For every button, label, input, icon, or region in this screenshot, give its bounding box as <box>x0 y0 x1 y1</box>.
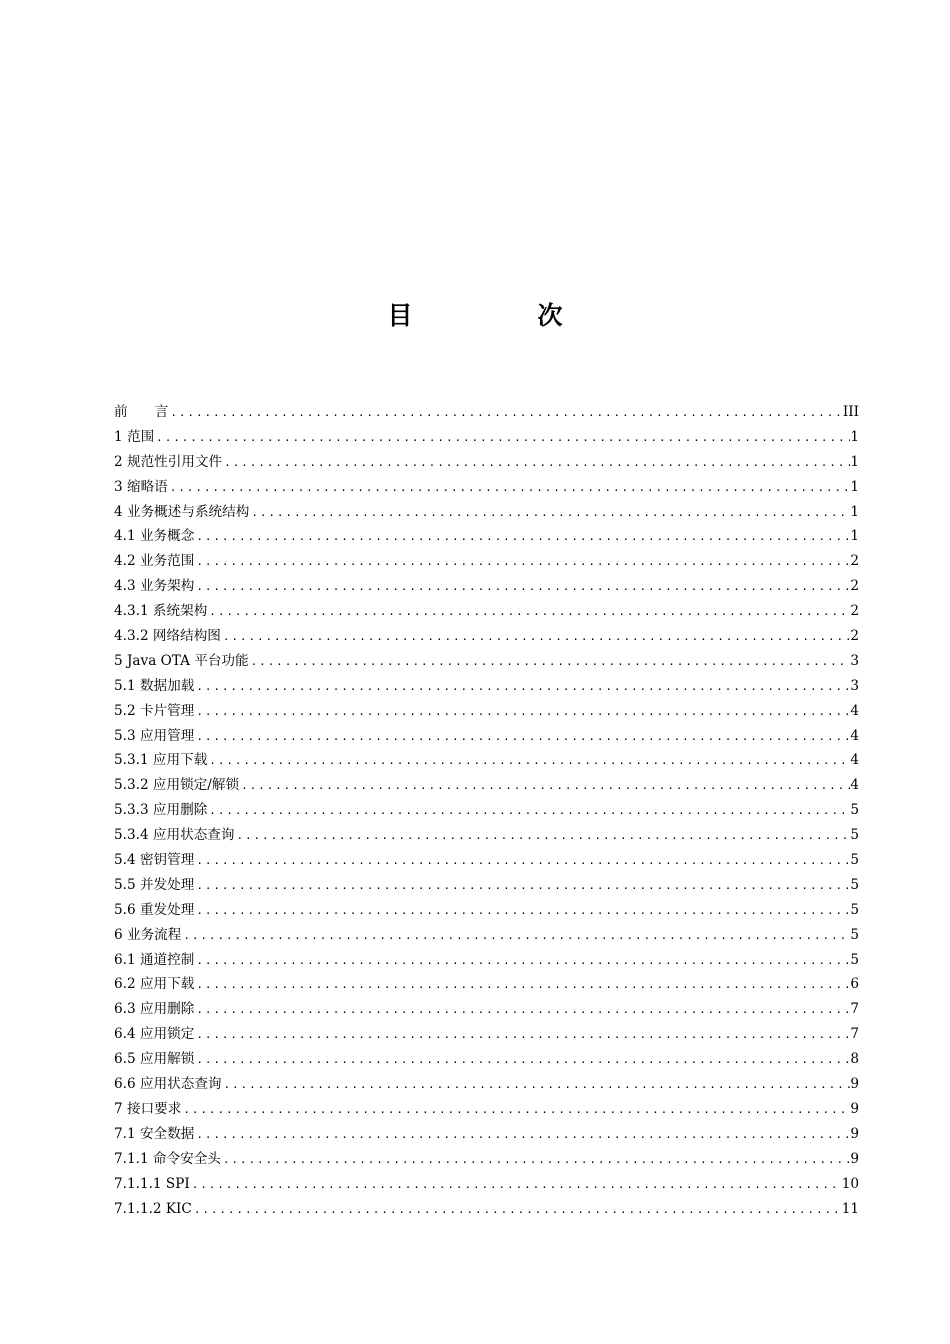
toc-entry[interactable] <box>114 1122 859 1147</box>
toc-entry[interactable] <box>114 948 859 973</box>
toc-entry-label: 4.1 业务概念 <box>114 528 195 545</box>
toc-entry-page-number: 5 <box>850 951 859 968</box>
toc-dot-leader <box>194 973 850 997</box>
toc-entry-label: 4.3.2 网络结构图 <box>114 628 221 645</box>
toc-entry-label: 6.5 应用解锁 <box>114 1051 195 1068</box>
toc-dot-leader <box>234 824 850 848</box>
toc-entry[interactable] <box>114 798 859 823</box>
toc-entry-label: 7.1 安全数据 <box>114 1125 195 1142</box>
toc-dot-leader <box>194 949 850 973</box>
toc-entry[interactable] <box>114 1147 859 1172</box>
toc-entry[interactable] <box>114 773 859 798</box>
toc-entry[interactable] <box>114 724 859 749</box>
toc-dot-leader <box>181 924 850 948</box>
toc-entry-label: 7.1.1 命令安全头 <box>114 1150 221 1167</box>
toc-entry-page-number: 7 <box>850 1026 859 1043</box>
toc-dot-leader <box>222 451 850 475</box>
toc-entry[interactable] <box>114 898 859 923</box>
toc-dot-leader <box>239 774 850 798</box>
toc-entry[interactable] <box>114 624 859 649</box>
toc-entry-label: 5.3.2 应用锁定/解锁 <box>114 777 240 794</box>
toc-entry-label: 7.1.1.1 SPI <box>114 1175 190 1192</box>
toc-list <box>114 400 859 1221</box>
toc-dot-leader <box>194 1048 850 1072</box>
toc-dot-leader <box>154 426 850 450</box>
toc-entry[interactable] <box>114 549 859 574</box>
toc-entry-page-number: 3 <box>850 677 859 694</box>
toc-entry-label: 5.1 数据加载 <box>114 677 195 694</box>
toc-entry[interactable] <box>114 873 859 898</box>
toc-entry-label: 4.3 业务架构 <box>114 578 195 595</box>
toc-dot-leader <box>194 998 850 1022</box>
toc-entry-label: 4.3.1 系统架构 <box>114 603 208 620</box>
toc-entry[interactable] <box>114 400 859 425</box>
toc-dot-leader <box>249 501 850 525</box>
toc-entry-label: 1 范围 <box>114 428 155 445</box>
toc-entry-label: 3 缩略语 <box>114 478 168 495</box>
toc-dot-leader <box>192 1198 842 1222</box>
toc-dot-leader <box>222 1073 851 1097</box>
toc-dot-leader <box>181 1098 850 1122</box>
toc-entry-page-number: 4 <box>850 727 859 744</box>
toc-entry[interactable] <box>114 1022 859 1047</box>
toc-entry[interactable] <box>114 997 859 1022</box>
toc-entry-label: 4.2 业务范围 <box>114 553 195 570</box>
toc-entry-page-number: 8 <box>850 1051 859 1068</box>
toc-entry-page-number: 9 <box>850 1150 859 1167</box>
toc-dot-leader <box>221 1148 850 1172</box>
toc-entry-label: 5.2 卡片管理 <box>114 702 195 719</box>
toc-entry-page-number: 7 <box>850 1001 859 1018</box>
toc-entry-label: 前 言 <box>114 404 169 420</box>
toc-entry-page-number: 1 <box>850 478 859 495</box>
toc-dot-leader <box>194 525 850 549</box>
toc-entry-label: 6.1 通道控制 <box>114 951 195 968</box>
toc-entry-label: 6.3 应用删除 <box>114 1001 195 1018</box>
toc-dot-leader <box>249 650 851 674</box>
toc-entry-page-number: 2 <box>850 603 859 620</box>
toc-entry-label: 6.2 应用下载 <box>114 976 195 993</box>
toc-entry[interactable] <box>114 425 859 450</box>
toc-entry-page-number: 2 <box>850 628 859 645</box>
toc-entry[interactable] <box>114 475 859 500</box>
toc-dot-leader <box>190 1173 842 1197</box>
toc-entry-label: 6 业务流程 <box>114 926 182 943</box>
toc-dot-leader <box>194 874 850 898</box>
toc-dot-leader <box>221 625 850 649</box>
toc-dot-leader <box>194 899 850 923</box>
toc-dot-leader <box>207 600 850 624</box>
toc-entry-label: 2 规范性引用文件 <box>114 453 223 470</box>
toc-entry[interactable] <box>114 1047 859 1072</box>
toc-entry-page-number: 5 <box>850 827 859 844</box>
toc-entry[interactable] <box>114 1097 859 1122</box>
toc-dot-leader <box>207 799 850 823</box>
toc-entry[interactable] <box>114 450 859 475</box>
toc-entry-page-number: 1 <box>850 503 859 520</box>
toc-entry[interactable] <box>114 674 859 699</box>
toc-entry[interactable] <box>114 823 859 848</box>
toc-entry-page-number: 5 <box>850 926 859 943</box>
toc-entry-page-number: 3 <box>850 652 859 669</box>
toc-entry[interactable] <box>114 699 859 724</box>
toc-entry-page-number: 1 <box>850 528 859 545</box>
toc-entry[interactable] <box>114 848 859 873</box>
toc-entry[interactable] <box>114 1197 859 1222</box>
toc-entry-page-number: 9 <box>850 1125 859 1142</box>
toc-entry-label: 5 Java OTA 平台功能 <box>114 652 249 669</box>
toc-entry[interactable] <box>114 599 859 624</box>
toc-dot-leader <box>194 1023 850 1047</box>
toc-dot-leader <box>194 675 850 699</box>
toc-entry-page-number: 5 <box>850 852 859 869</box>
toc-entry-page-number: 9 <box>850 1100 859 1117</box>
toc-entry-label: 5.3.1 应用下载 <box>114 752 208 769</box>
toc-entry-page-number: 11 <box>841 1200 859 1217</box>
toc-entry[interactable] <box>114 500 859 525</box>
toc-entry-page-number: 5 <box>850 876 859 893</box>
toc-entry[interactable] <box>114 1072 859 1097</box>
toc-entry[interactable] <box>114 1172 859 1197</box>
toc-entry[interactable] <box>114 524 859 549</box>
toc-entry-label: 5.6 重发处理 <box>114 901 195 918</box>
toc-entry-label: 5.4 密钥管理 <box>114 852 195 869</box>
toc-dot-leader <box>168 476 851 500</box>
toc-entry[interactable] <box>114 972 859 997</box>
toc-entry-page-number: 4 <box>850 702 859 719</box>
toc-entry-page-number: 2 <box>850 553 859 570</box>
toc-entry-label: 7 接口要求 <box>114 1100 182 1117</box>
toc-entry-label: 6.4 应用锁定 <box>114 1026 195 1043</box>
toc-entry-label: 7.1.1.2 KIC <box>114 1200 192 1217</box>
toc-entry[interactable] <box>114 923 859 948</box>
toc-entry[interactable] <box>114 748 859 773</box>
toc-dot-leader <box>194 725 850 749</box>
toc-entry-label: 5.5 并发处理 <box>114 876 195 893</box>
toc-dot-leader <box>168 401 843 425</box>
toc-entry-page-number: 5 <box>850 901 859 918</box>
toc-dot-leader <box>194 575 850 599</box>
toc-dot-leader <box>194 700 850 724</box>
toc-entry-page-number: 1 <box>850 428 859 445</box>
toc-entry-label: 6.6 应用状态查询 <box>114 1076 222 1093</box>
toc-entry-label: 5.3.3 应用删除 <box>114 802 208 819</box>
toc-entry-page-number: 10 <box>841 1175 859 1192</box>
toc-entry-label: 5.3 应用管理 <box>114 727 195 744</box>
toc-entry[interactable] <box>114 574 859 599</box>
toc-dot-leader <box>194 849 850 873</box>
toc-entry[interactable] <box>114 649 859 674</box>
toc-entry-label: 4 业务概述与系统结构 <box>114 503 250 520</box>
toc-entry-page-number: 6 <box>850 976 859 993</box>
toc-entry-page-number: 9 <box>850 1076 859 1093</box>
toc-entry-page-number: 4 <box>850 752 859 769</box>
toc-dot-leader <box>207 749 850 773</box>
toc-entry-page-number: 4 <box>850 777 859 794</box>
toc-entry-page-number: 5 <box>850 802 859 819</box>
toc-entry-page-number: 2 <box>850 578 859 595</box>
toc-entry-page-number: III <box>842 404 859 420</box>
toc-dot-leader <box>194 550 850 574</box>
toc-dot-leader <box>194 1123 850 1147</box>
toc-entry-page-number: 1 <box>850 453 859 470</box>
toc-title: 目 次 <box>387 301 613 330</box>
toc-entry-label: 5.3.4 应用状态查询 <box>114 827 235 844</box>
